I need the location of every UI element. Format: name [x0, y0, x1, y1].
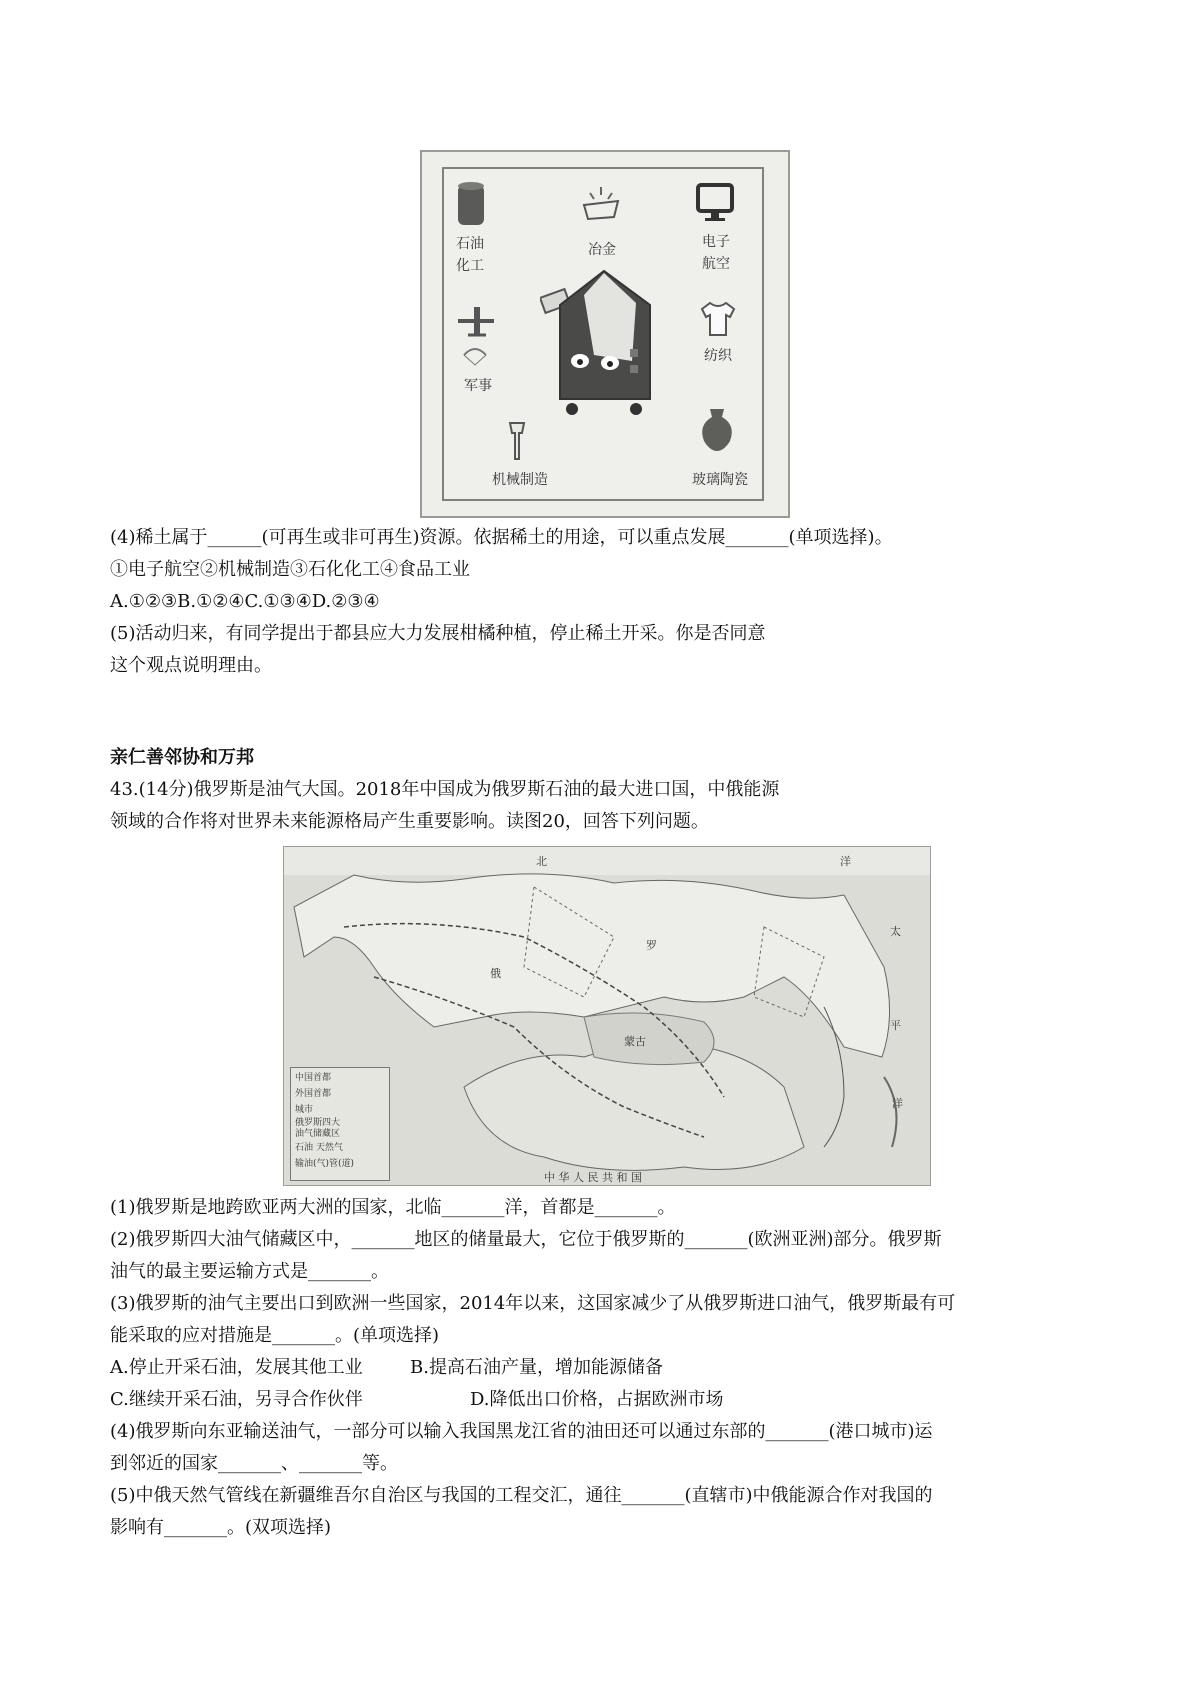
map-label-mongolia: 蒙古 [624, 1035, 646, 1048]
label-smelting: 冶金 [588, 242, 616, 258]
legend-item-cn-capital: 中国首都 [295, 1073, 332, 1083]
q42-sub5-line2: 这个观点说明理由。 [110, 655, 272, 676]
q43-sub2-line1: (2)俄罗斯四大油气储藏区中，_______地区的储量最大，它位于俄罗斯的_______(欧洲亚洲)部分。俄罗斯 [110, 1229, 942, 1250]
q43-sub4-line1: (4)俄罗斯向东亚输送油气，一部分可以输入我国黑龙江省的油田还可以通过东部的_______(港口城市)运 [110, 1421, 933, 1442]
q43-sub4-line2: 到邻近的国家_______、_______等。 [110, 1453, 398, 1474]
q43-sub3-line1: (3)俄罗斯的油气主要出口到欧洲一些国家，2014年以来，这国家减少了从俄罗斯进口油气，俄罗斯最有可 [110, 1293, 956, 1314]
q43-sub3-line2: 能采取的应对措施是_______。(单项选择) [110, 1325, 440, 1346]
q42-sub5-line1: (5)活动归来，有同学提出于都县应大力发展柑橘种植，停止稀土开采。你是否同意 [110, 623, 766, 644]
legend-item-reserve-area: 俄罗斯四大 油气储藏区 [295, 1118, 341, 1139]
q42-sub4-line2: ①电子航空②机械制造③石化化工④食品工业 [110, 559, 470, 580]
q43-sub1: (1)俄罗斯是地跨欧亚两大洲的国家，北临_______洋，首都是_______。 [110, 1197, 676, 1218]
q43-sub2-line2: 油气的最主要运输方式是_______。 [110, 1261, 389, 1282]
legend-item-foreign-capital: 外国首都 [295, 1089, 332, 1099]
q43-sub5-line1: (5)中俄天然气管线在新疆维吾尔自治区与我国的工程交汇，通往_______(直辖市)中俄能源合作对我国的 [110, 1485, 933, 1506]
q43-sub3-option-c: C.继续开采石油，另寻合作伙伴 [110, 1389, 363, 1410]
smelting-icon [578, 183, 624, 223]
wrench-icon [504, 419, 530, 463]
shirt-icon [698, 301, 738, 337]
q43-sub3-option-b: B.提高石油产量，增加能源储备 [410, 1357, 663, 1378]
map-label-ocean: 洋 [840, 855, 851, 868]
russia-oil-gas-map [283, 846, 931, 1186]
map-label-russia-luo: 罗 [646, 939, 657, 952]
label-textile: 纺织 [704, 348, 732, 364]
map-label-north: 北 [536, 855, 547, 868]
rare-earth-mascot-icon [540, 265, 666, 421]
map-label-pacific-yang: 洋 [892, 1097, 903, 1110]
label-electronics-aviation: 电子 航空 [702, 234, 730, 272]
q42-sub4-options: A.①②③B.①②④C.①③④D.②③④ [110, 591, 380, 612]
label-machinery: 机械制造 [492, 472, 548, 488]
map-label-china: 中 华 人 民 共 和 国 [544, 1171, 642, 1184]
map-label-pacific-ping: 平 [890, 1019, 901, 1032]
label-petrochemical: 石油 化工 [456, 236, 484, 274]
map-label-pacific-da: 太 [890, 925, 901, 938]
figure-frame [442, 167, 764, 501]
label-glass-ceramics: 玻璃陶瓷 [692, 472, 748, 488]
q43-intro-line2: 领域的合作将对世界未来能源格局产生重要影响。读图20，回答下列问题。 [110, 811, 709, 832]
q42-sub4-line1: (4)稀土属于______(可再生或非可再生)资源。依据稀土的用途，可以重点发展_______(单项选择)。 [110, 527, 893, 548]
monitor-icon [694, 181, 736, 223]
airplane-icon [454, 301, 498, 341]
legend-item-oil-gas: 石油 天然气 [295, 1143, 343, 1153]
q43-sub3-option-d: D.降低出口价格，占据欧洲市场 [470, 1389, 724, 1410]
parachute-icon [460, 345, 490, 367]
section-heading: 亲仁善邻协和万邦 [110, 747, 254, 768]
rare-earth-uses-figure [420, 150, 790, 518]
label-military: 军事 [464, 378, 492, 394]
map-label-russia-e: 俄 [490, 967, 501, 980]
vase-icon [696, 405, 738, 453]
q43-sub5-line2: 影响有_______。(双项选择) [110, 1517, 332, 1538]
q43-intro-line1: 43.(14分)俄罗斯是油气大国。2018年中国成为俄罗斯石油的最大进口国，中俄能源 [110, 779, 780, 800]
legend-item-pipeline: 输油(气)管(道) [295, 1159, 355, 1169]
q43-sub3-option-a: A.停止开采石油，发展其他工业 [110, 1357, 363, 1378]
legend-item-city: 城市 [295, 1105, 314, 1115]
map-legend [290, 1067, 390, 1181]
oil-barrel-icon [456, 181, 486, 227]
